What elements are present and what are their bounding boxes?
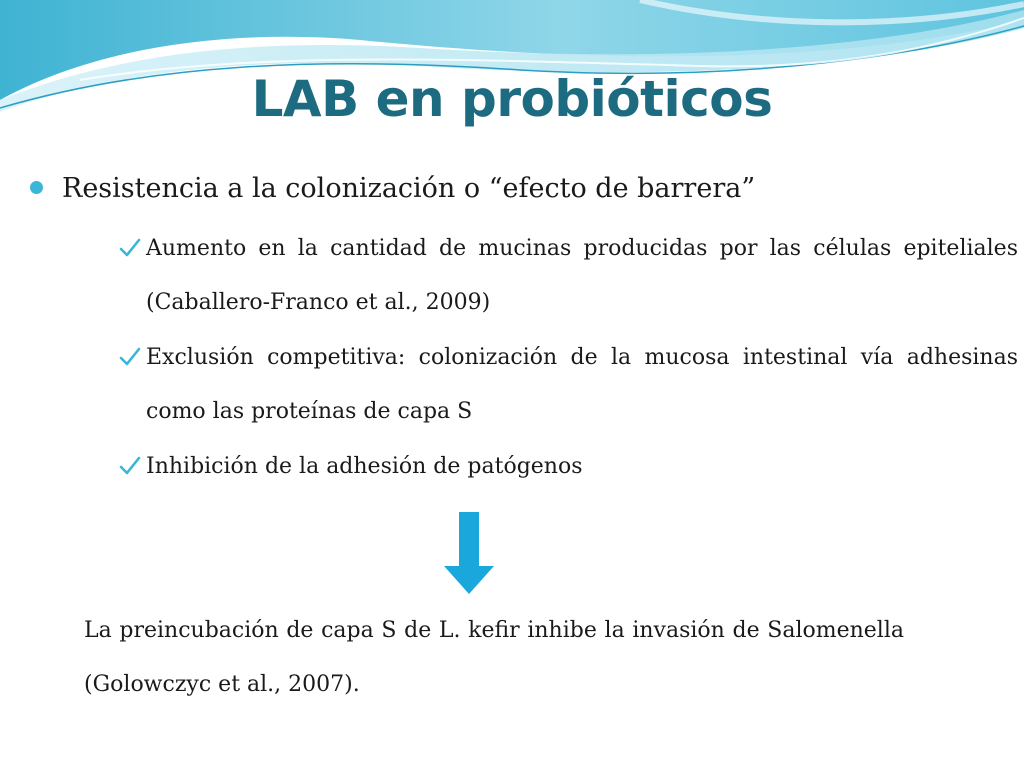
main-bullet-text: Resistencia a la colonización o “efecto de barrera” [62,173,756,204]
slide-title: LAB en probióticos [251,70,773,128]
sub-bullet-2: Exclusión competitiva: colonización de la mucosa intestinal vía adhesinas como las proteínas de capa S [146,345,1018,424]
conclusion-text: La preincubación de capa S de L. kefir inhibe la invasión de Salomenella (Golowczyc et al., 2007). [84,618,904,697]
sub-bullet-3: Inhibición de la adhesión de patógenos [146,454,583,479]
checkmark-icon [118,236,142,260]
checkmark-icon [118,345,142,369]
checkmark-icon [118,454,142,478]
arrow-down-icon [444,512,494,594]
dot-bullet-icon [30,181,43,194]
sub-bullet-1: Aumento en la cantidad de mucinas producidas por las células epiteliales (Caballero-Franco et al., 2009) [146,236,1018,315]
